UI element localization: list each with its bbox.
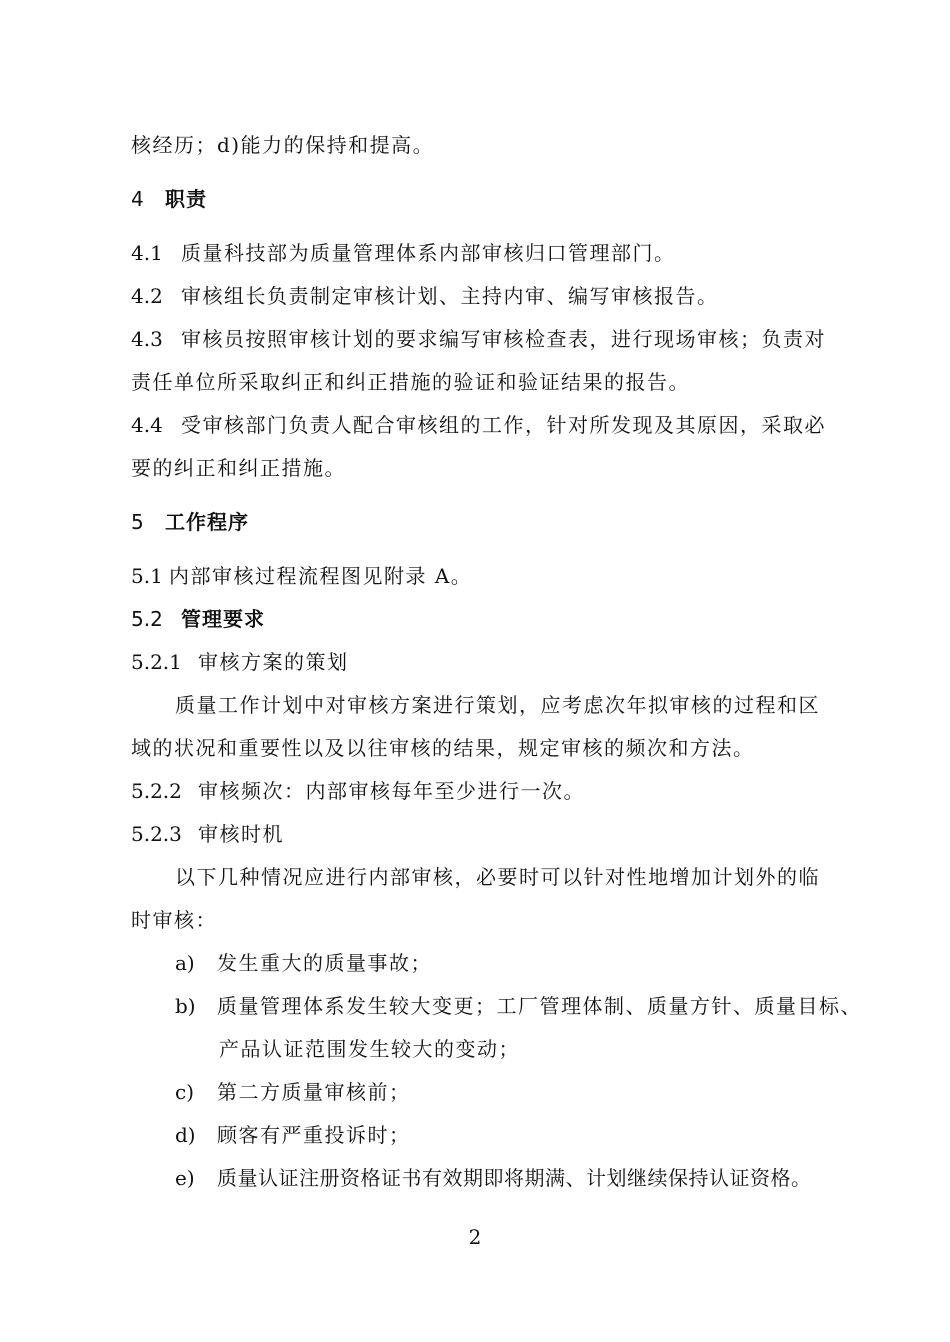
list-item-label: c) — [175, 1080, 195, 1104]
section-heading-4 — [131, 185, 851, 213]
clause-4-3-continued — [131, 368, 851, 396]
section-title: 职责 — [165, 187, 207, 211]
list-item-continued — [219, 1035, 851, 1063]
clause-number: 5.2.3 — [131, 822, 182, 846]
clause-text: 审核员按照审核计划的要求编写审核检查表，进行现场审核；负责对 — [181, 327, 826, 351]
section-number: 5 — [131, 510, 144, 534]
clause-text: 责任单位所采取纠正和纠正措施的验证和验证结果的报告。 — [131, 370, 690, 394]
paragraph-line — [131, 906, 851, 934]
section-number: 4 — [131, 187, 144, 211]
clause-title: 管理要求 — [181, 607, 265, 631]
list-item-text: 第二方质量审核前； — [217, 1080, 411, 1104]
clause-5-2-1 — [131, 648, 851, 676]
clause-text: 要的纠正和纠正措施。 — [131, 456, 346, 480]
clause-number: 4.1 — [131, 241, 163, 265]
section-heading-5 — [131, 508, 851, 536]
clause-5-2-3 — [131, 820, 851, 848]
clause-number: 4.4 — [131, 413, 163, 437]
paragraph-text: 核经历；d)能力的保持和提高。 — [131, 133, 435, 157]
paragraph-text: 以下几种情况应进行内部审核，必要时可以针对性地增加计划外的临 — [175, 865, 820, 889]
clause-4-4 — [131, 411, 851, 439]
list-item-label: e) — [175, 1166, 195, 1190]
list-item-label: d) — [175, 1123, 196, 1147]
clause-number: 5.2.1 — [131, 650, 182, 674]
paragraph-line — [131, 734, 851, 762]
clause-number: 4.3 — [131, 327, 163, 351]
list-item — [175, 1121, 851, 1149]
clause-4-1 — [131, 239, 851, 267]
paragraph-text: 域的状况和重要性以及以往审核的结果，规定审核的频次和方法。 — [131, 736, 755, 760]
list-item-text: 顾客有严重投诉时； — [217, 1123, 411, 1147]
clause-text: 审核频次：内部审核每年至少进行一次。 — [198, 779, 585, 803]
paragraph-line — [175, 691, 851, 719]
clause-5-1 — [131, 562, 851, 590]
list-item-text: 质量认证注册资格证书有效期即将期满、计划继续保持认证资格。 — [217, 1166, 812, 1190]
clause-title: 审核时机 — [198, 822, 284, 846]
page-number: 2 — [468, 1225, 482, 1249]
clause-number: 5.2.2 — [131, 779, 182, 803]
clause-number: 5.1 — [131, 564, 163, 588]
clause-title: 审核方案的策划 — [198, 650, 349, 674]
clause-5-2 — [131, 605, 851, 633]
paragraph-text: 质量工作计划中对审核方案进行策划，应考虑次年拟审核的过程和区 — [175, 693, 820, 717]
list-item — [175, 949, 851, 977]
clause-4-2 — [131, 282, 851, 310]
list-item-text: 发生重大的质量事故； — [217, 951, 432, 975]
clause-4-4-continued — [131, 454, 851, 482]
list-item — [175, 1164, 851, 1192]
clause-text: 审核组长负责制定审核计划、主持内审、编写审核报告。 — [181, 284, 719, 308]
section-title: 工作程序 — [165, 510, 249, 534]
paragraph-text: 时审核： — [131, 908, 217, 932]
text-line — [131, 131, 851, 159]
clause-text: 受审核部门负责人配合审核组的工作，针对所发现及其原因，采取必 — [181, 413, 826, 437]
clause-number: 5.2 — [131, 607, 163, 631]
clause-5-2-2 — [131, 777, 851, 805]
clause-4-3 — [131, 325, 851, 353]
list-item-text: 产品认证范围发生较大的变动； — [219, 1037, 520, 1061]
list-item-label: b) — [175, 994, 196, 1018]
list-item — [175, 992, 862, 1020]
list-item — [175, 1078, 851, 1106]
clause-text: 质量科技部为质量管理体系内部审核归口管理部门。 — [181, 241, 676, 265]
clause-text: 内部审核过程流程图见附录 A。 — [169, 564, 473, 588]
list-item-label: a) — [175, 951, 195, 975]
clause-number: 4.2 — [131, 284, 163, 308]
list-item-text: 质量管理体系发生较大变更；工厂管理体制、质量方针、质量目标、 — [217, 994, 862, 1018]
paragraph-line — [175, 863, 851, 891]
